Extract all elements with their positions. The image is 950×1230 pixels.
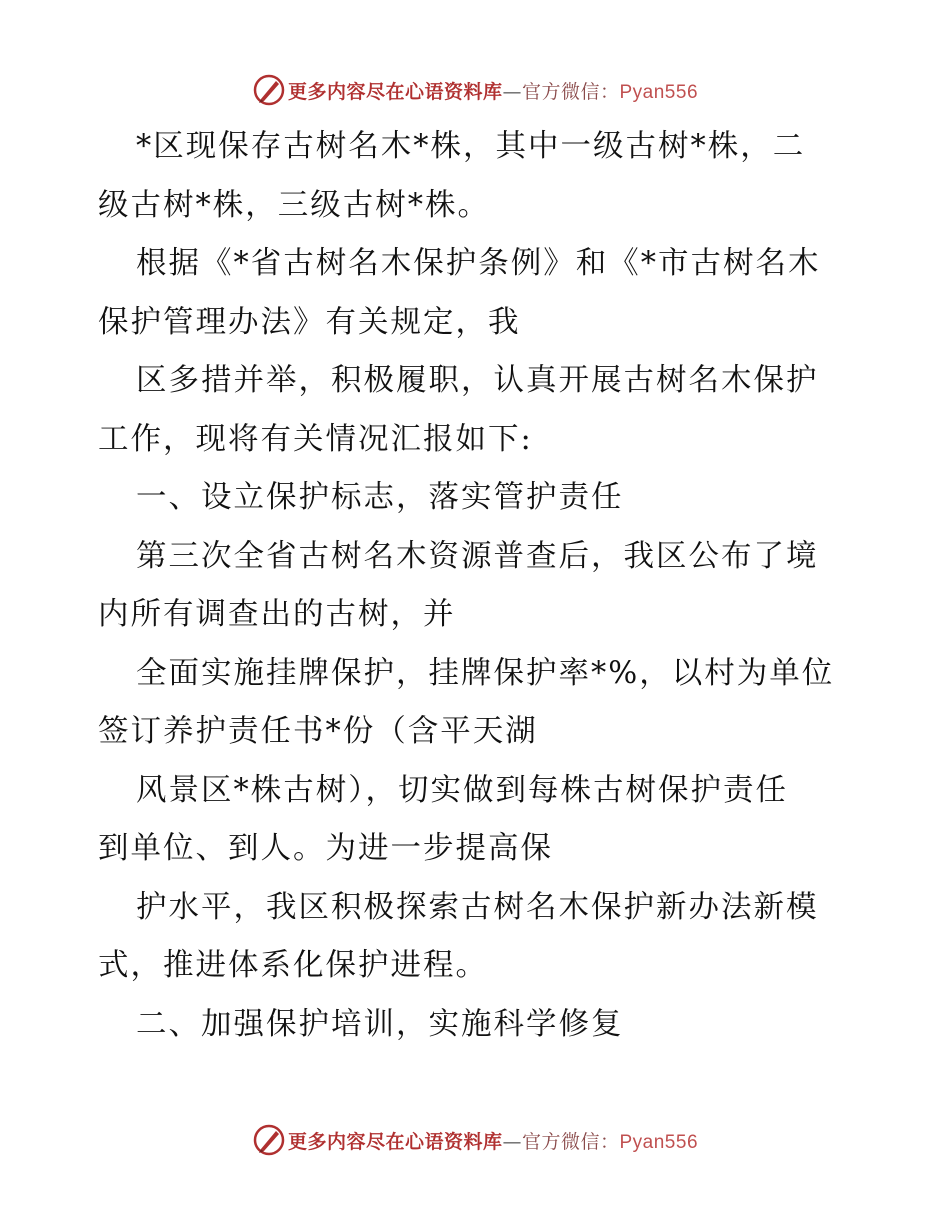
watermark-separator: — bbox=[502, 1130, 522, 1153]
text-line: 级古树*株，三级古树*株。 bbox=[98, 187, 490, 223]
text-line: 保护管理办法》有关规定，我 bbox=[98, 304, 521, 340]
text-line: 全面实施挂牌保护，挂牌保护率*%，以村为单位 bbox=[136, 655, 835, 691]
watermark-wechat-id: Pyan556 bbox=[619, 81, 699, 103]
watermark-separator: — bbox=[502, 80, 522, 103]
text-line: 风景区*株古树），切实做到每株古树保护责任 bbox=[136, 772, 788, 808]
quill-pen-logo-icon bbox=[252, 1123, 286, 1157]
quill-pen-logo-icon bbox=[252, 73, 286, 107]
text-line: 护水平，我区积极探索古树名木保护新办法新模 bbox=[136, 889, 819, 925]
watermark-text bbox=[288, 1127, 698, 1154]
text-line: 内所有调查出的古树，并 bbox=[98, 597, 456, 632]
text-line: 一、设立保护标志，落实管护责任 bbox=[136, 480, 624, 515]
header-watermark-banner bbox=[0, 70, 950, 110]
text-line: 到单位、到人。为进一步提高保 bbox=[98, 831, 553, 866]
watermark-brand: 更多内容尽在心语资料库 bbox=[287, 1130, 503, 1153]
text-line: 第三次全省古树名木资源普查后，我区公布了境 bbox=[136, 538, 819, 574]
watermark-wechat-label: 官方微信： bbox=[521, 80, 620, 103]
watermark-wechat-id: Pyan556 bbox=[619, 1131, 699, 1153]
text-line: 工作，现将有关情况汇报如下: bbox=[98, 421, 533, 457]
footer-watermark-banner bbox=[0, 1120, 950, 1160]
document-body bbox=[98, 118, 858, 1054]
text-line: 二、加强保护培训，实施科学修复 bbox=[136, 1006, 624, 1042]
text-line: 式，推进体系化保护进程。 bbox=[98, 948, 488, 983]
text-line: 根据《*省古树名木保护条例》和《*市古树名木 bbox=[136, 246, 821, 281]
text-line: *区现保存古树名木*株，其中一级古树*株，二 bbox=[136, 129, 806, 164]
watermark-brand: 更多内容尽在心语资料库 bbox=[287, 80, 503, 103]
text-line: 签订养护责任书*份（含平天湖 bbox=[98, 714, 538, 749]
watermark-wechat-label: 官方微信： bbox=[521, 1130, 620, 1153]
watermark-text bbox=[288, 77, 698, 104]
text-line: 区多措并举，积极履职，认真开展古树名木保护 bbox=[136, 363, 819, 398]
